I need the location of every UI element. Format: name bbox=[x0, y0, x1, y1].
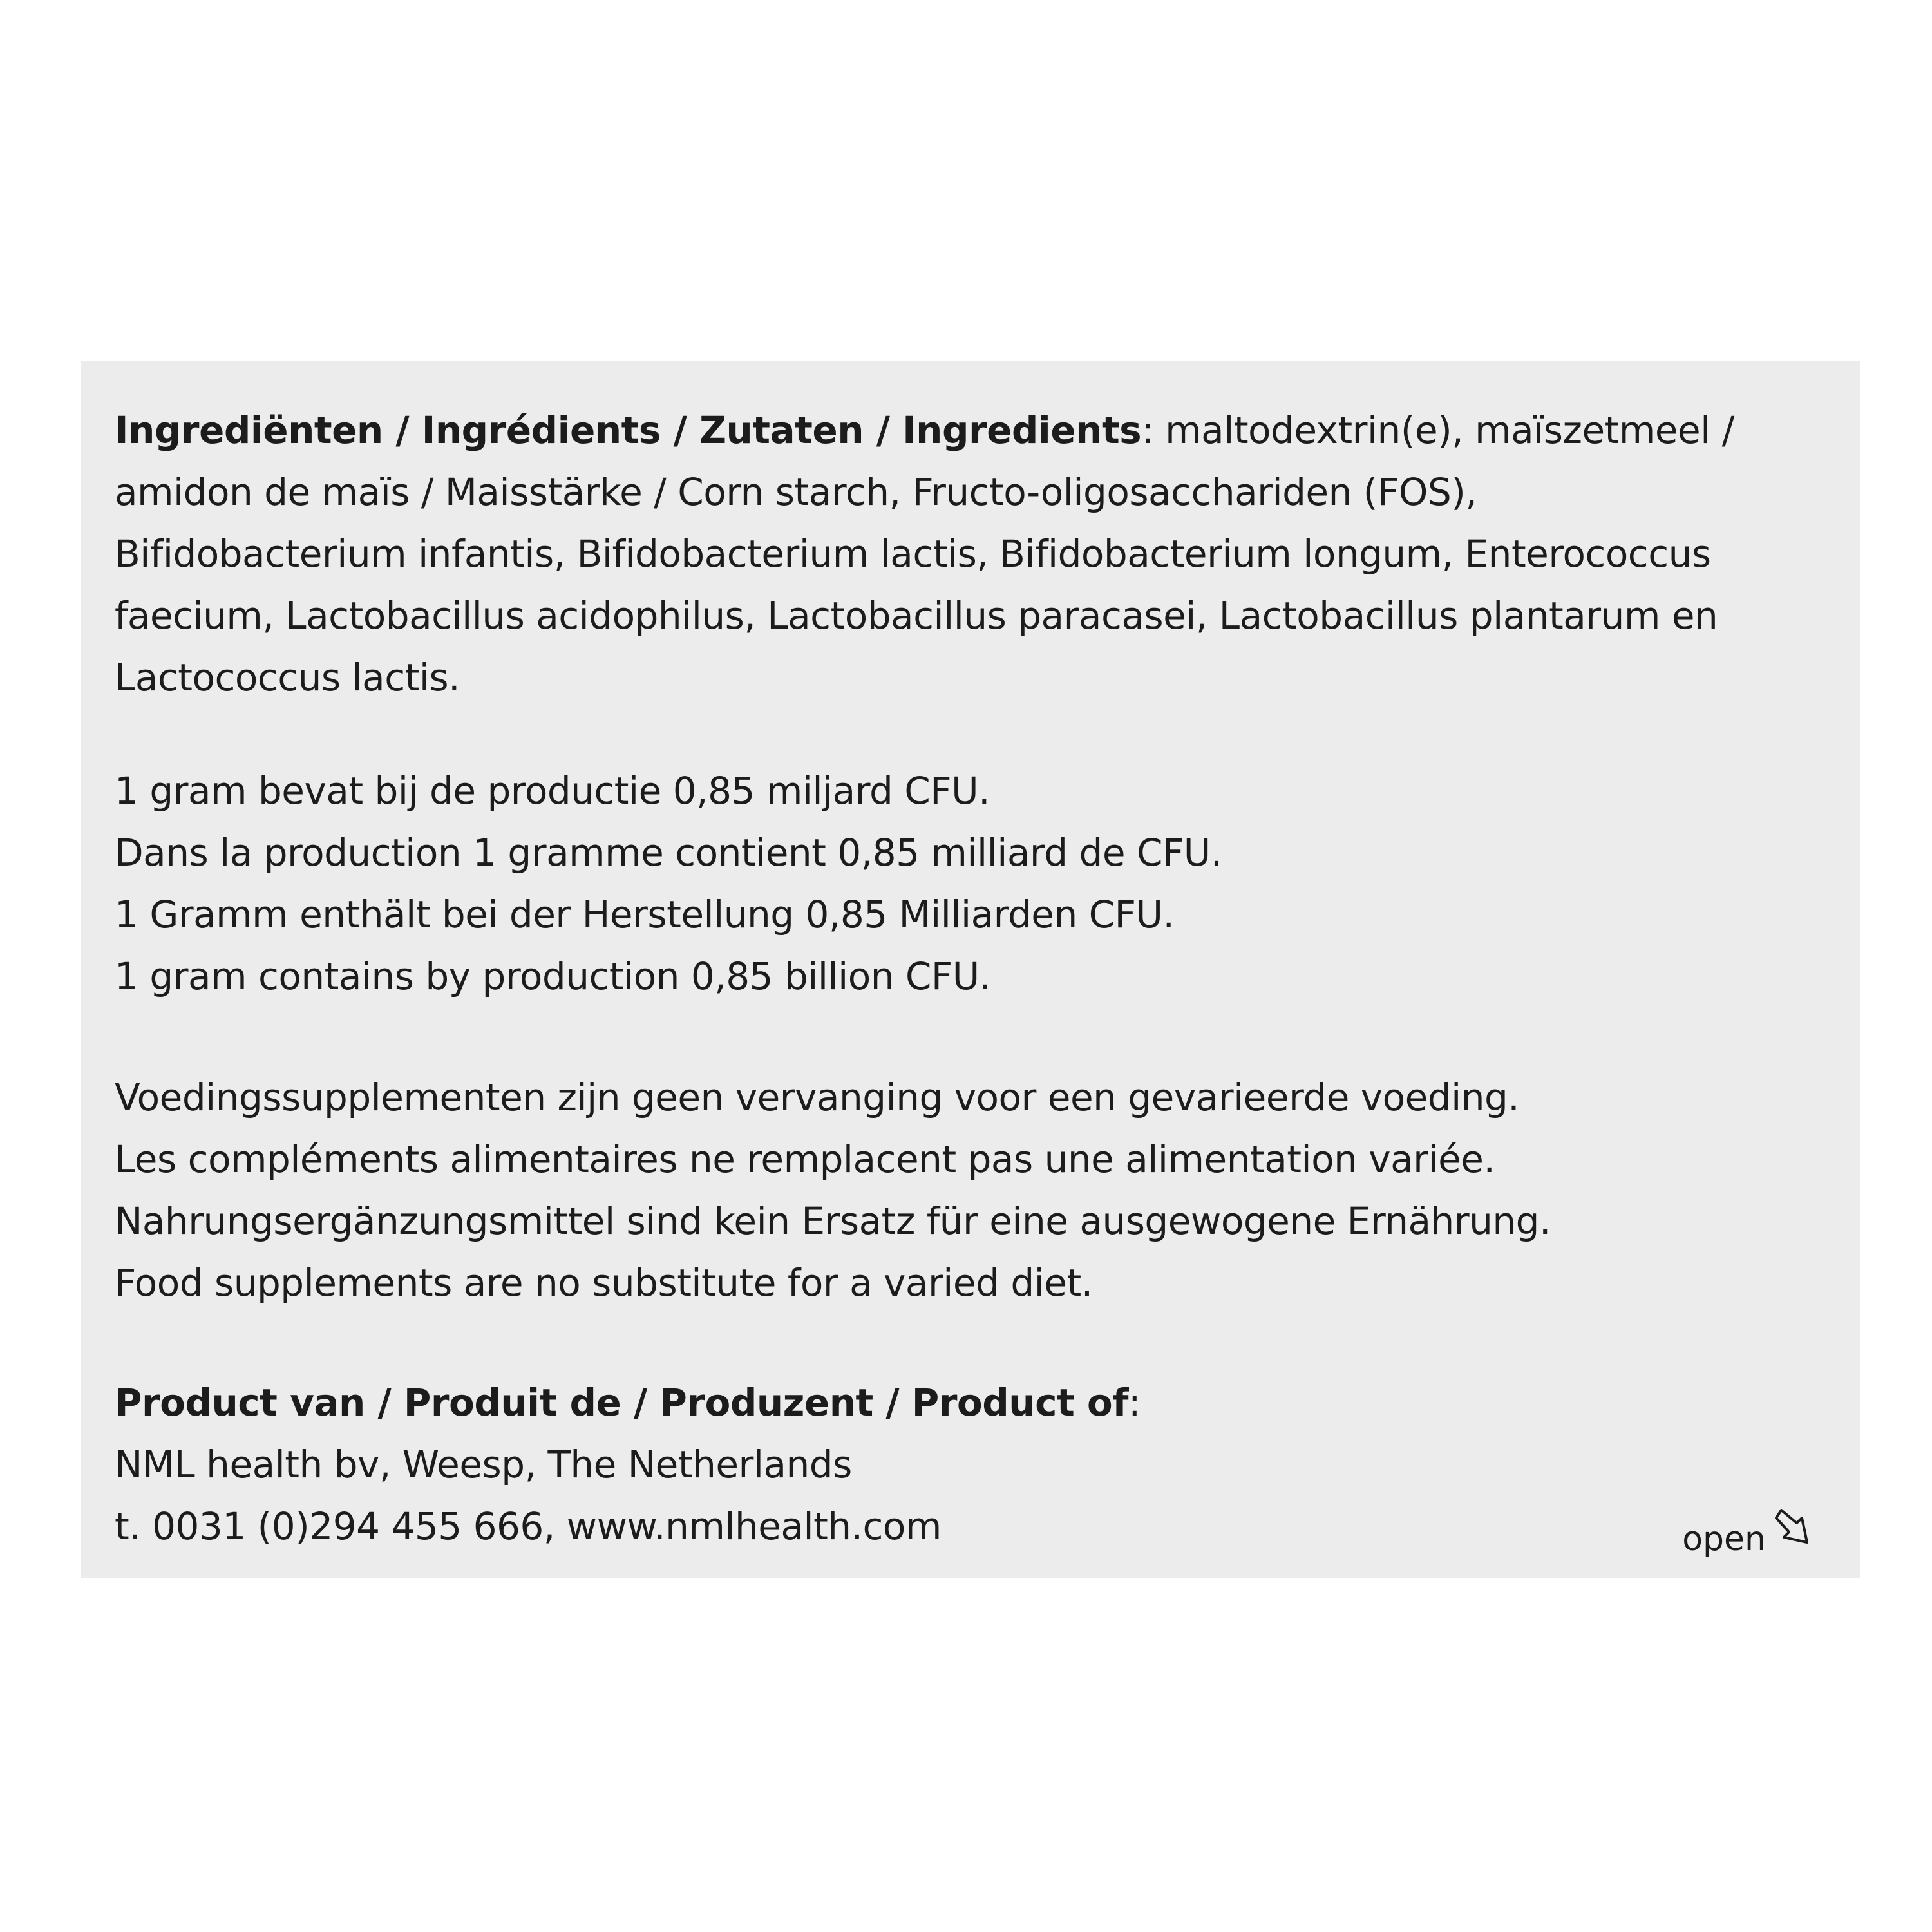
producer-heading-line bbox=[115, 1372, 1828, 1434]
producer-heading: Product van / Produit de / Produzent / Product of bbox=[115, 1381, 1128, 1425]
supplements-fr: Les compléments alimentaires ne remplacent pas une alimentation variée. bbox=[115, 1137, 1495, 1181]
producer-contact: t. 0031 (0)294 455 666, www.nmlhealth.com bbox=[115, 1504, 942, 1548]
cfu-fr: Dans la production 1 gramme contient 0,85 milliard de CFU. bbox=[115, 831, 1222, 875]
supplements-en: Food supplements are no substitute for a varied diet. bbox=[115, 1261, 1093, 1305]
ingredients-line-4: faecium, Lactobacillus acidophilus, Lactobacillus paracasei, Lactobacillus plantarum en bbox=[115, 594, 1718, 638]
supplements-de: Nahrungsergänzungsmittel sind kein Ersatz für eine ausgewogene Ernährung. bbox=[115, 1199, 1551, 1243]
cfu-section bbox=[115, 760, 1828, 1007]
cfu-nl: 1 gram bevat bij de productie 0,85 miljard CFU. bbox=[115, 769, 990, 813]
ingredients-section bbox=[115, 399, 1828, 708]
cfu-de: 1 Gramm enthält bei der Herstellung 0,85 Milliarden CFU. bbox=[115, 893, 1175, 936]
producer-company: NML health bv, Weesp, The Netherlands bbox=[115, 1443, 852, 1486]
open-label: open bbox=[1682, 1520, 1766, 1558]
ingredients-first-items: : maltodextrin(e), maïszetmeel / bbox=[1141, 408, 1734, 452]
producer-section bbox=[115, 1372, 1828, 1557]
ingredients-line-3: Bifidobacterium infantis, Bifidobacterium lactis, Bifidobacterium longum, Enterococcus bbox=[115, 532, 1711, 576]
ingredients-line-1 bbox=[115, 399, 1828, 461]
producer-heading-suffix: : bbox=[1128, 1381, 1141, 1425]
supplements-section bbox=[115, 1066, 1828, 1314]
cfu-en: 1 gram contains by production 0,85 billion CFU. bbox=[115, 954, 991, 998]
arrow-down-right-icon bbox=[1766, 1501, 1815, 1558]
open-indicator bbox=[1682, 1501, 1815, 1558]
ingredients-heading: Ingrediënten / Ingrédients / Zutaten / Ingredients bbox=[115, 408, 1142, 452]
label-panel bbox=[81, 361, 1860, 1578]
supplements-nl: Voedingssupplementen zijn geen vervanging voor een gevarieerde voeding. bbox=[115, 1075, 1520, 1119]
ingredients-line-2: amidon de maïs / Maisstärke / Corn starch, Fructo-oligosacchariden (FOS), bbox=[115, 470, 1477, 514]
ingredients-line-5: Lactococcus lactis. bbox=[115, 656, 460, 699]
